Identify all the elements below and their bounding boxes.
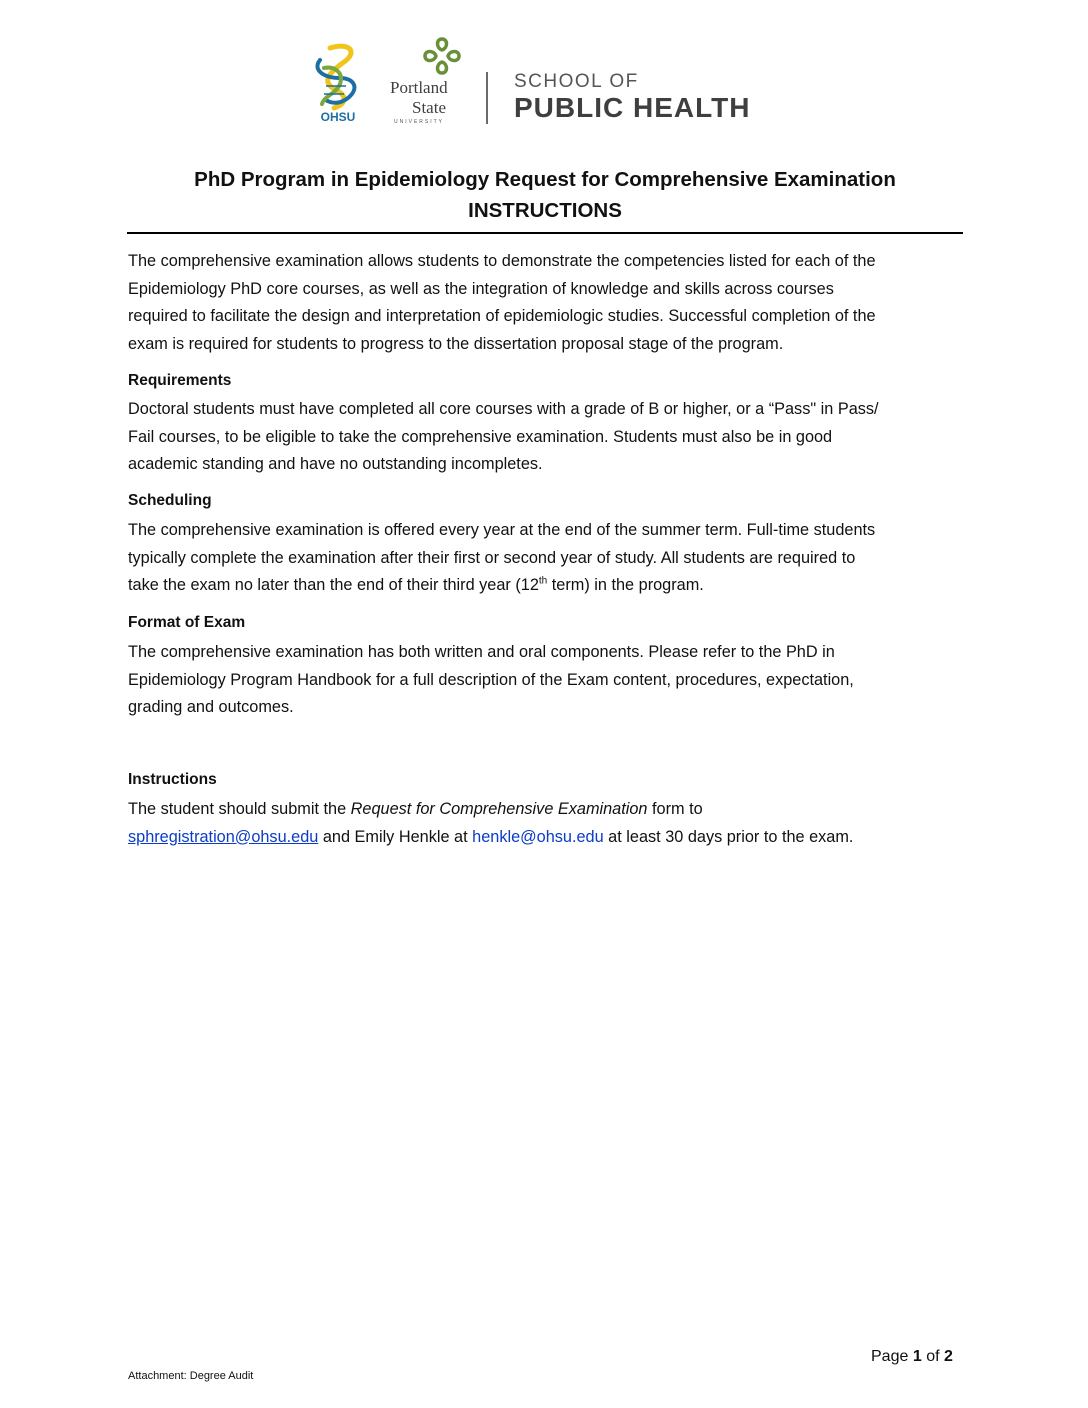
instructions-line <box>128 796 968 824</box>
title-line2: INSTRUCTIONS <box>468 199 622 222</box>
requirements-line: Fail courses, to be eligible to take the comprehensive examination. Students must also be in good <box>128 427 833 446</box>
attachment-note: Attachment: Degree Audit <box>128 1370 254 1382</box>
scheduling-line3-text: take the exam no later than the end of their third year (12 <box>128 576 539 594</box>
psu-logo <box>388 36 466 126</box>
ohsu-logo <box>310 38 366 124</box>
format-line: grading and outcomes. <box>128 698 294 716</box>
psu-logo-line3: UNIVERSITY <box>394 119 445 125</box>
instructions-text: form to <box>647 800 703 818</box>
logo-divider <box>486 72 488 124</box>
page-of: of <box>926 1348 940 1365</box>
ordinal-suffix: th <box>538 575 548 587</box>
psu-logo-line2: State <box>412 98 446 117</box>
format-paragraph <box>128 639 968 722</box>
title-divider <box>127 232 963 234</box>
psu-logo-line1: Portland <box>390 78 448 97</box>
scheduling-line3-end: term) in the program. <box>547 576 704 594</box>
henkle-email-link[interactable]: henkle@ohsu.edu <box>472 827 604 846</box>
instructions-text: The student should submit the <box>128 800 351 818</box>
scheduling-line: typically complete the examination after their first or second year of study. All students are required to <box>128 548 856 567</box>
instructions-text: and Emily Henkle at <box>318 827 473 846</box>
intro-paragraph <box>128 248 968 358</box>
scheduling-line <box>128 572 968 600</box>
school-name-line1: SCHOOL OF <box>514 71 639 92</box>
scheduling-line: The comprehensive examination is offered every year at the end of the summer term. Full-time students <box>128 521 876 539</box>
requirements-line: academic standing and have no outstanding incompletes. <box>128 455 543 473</box>
sphregistration-email-link[interactable]: sphregistration@ohsu.edu <box>128 827 319 846</box>
instructions-line <box>128 824 968 852</box>
intro-line: Epidemiology PhD core courses, as well as the integration of knowledge and skills across courses <box>128 279 834 298</box>
school-name-line2: PUBLIC HEALTH <box>514 92 751 123</box>
intro-line: The comprehensive examination allows students to demonstrate the competencies listed for each of the <box>128 252 876 270</box>
requirements-paragraph <box>128 396 968 479</box>
page-current: 1 <box>912 1348 922 1365</box>
form-name: Request for Comprehensive Examination <box>350 800 648 818</box>
scheduling-paragraph <box>128 517 968 600</box>
instructions-paragraph <box>128 796 968 851</box>
document-title <box>127 164 963 226</box>
page-word: Page <box>871 1348 909 1365</box>
title-line1: PhD Program in Epidemiology Request for Comprehensive Examination <box>194 168 896 191</box>
psu-emblem-icon <box>422 36 462 76</box>
intro-line: exam is required for students to progress to the dissertation proposal stage of the program. <box>128 334 784 353</box>
requirements-heading: Requirements <box>128 372 232 389</box>
intro-line: required to facilitate the design and interpretation of epidemiologic studies. Successful completion of the <box>128 307 876 325</box>
requirements-line: Doctoral students must have completed all core courses with a grade of B or higher, or a “Pass" in Pass/ <box>128 400 879 418</box>
page-number <box>871 1348 953 1366</box>
ohsu-logo-text: OHSU <box>320 110 356 124</box>
format-line: Epidemiology Program Handbook for a full description of the Exam content, procedures, expectation, <box>128 670 854 689</box>
ohsu-helix-icon <box>310 38 366 124</box>
page-total: 2 <box>943 1348 953 1365</box>
instructions-text: at least 30 days prior to the exam. <box>603 827 854 846</box>
header-logos <box>310 34 780 130</box>
scheduling-heading: Scheduling <box>128 492 212 509</box>
format-line: The comprehensive examination has both written and oral components. Please refer to the PhD in <box>128 643 835 661</box>
instructions-heading: Instructions <box>128 771 217 788</box>
format-heading: Format of Exam <box>128 614 246 631</box>
